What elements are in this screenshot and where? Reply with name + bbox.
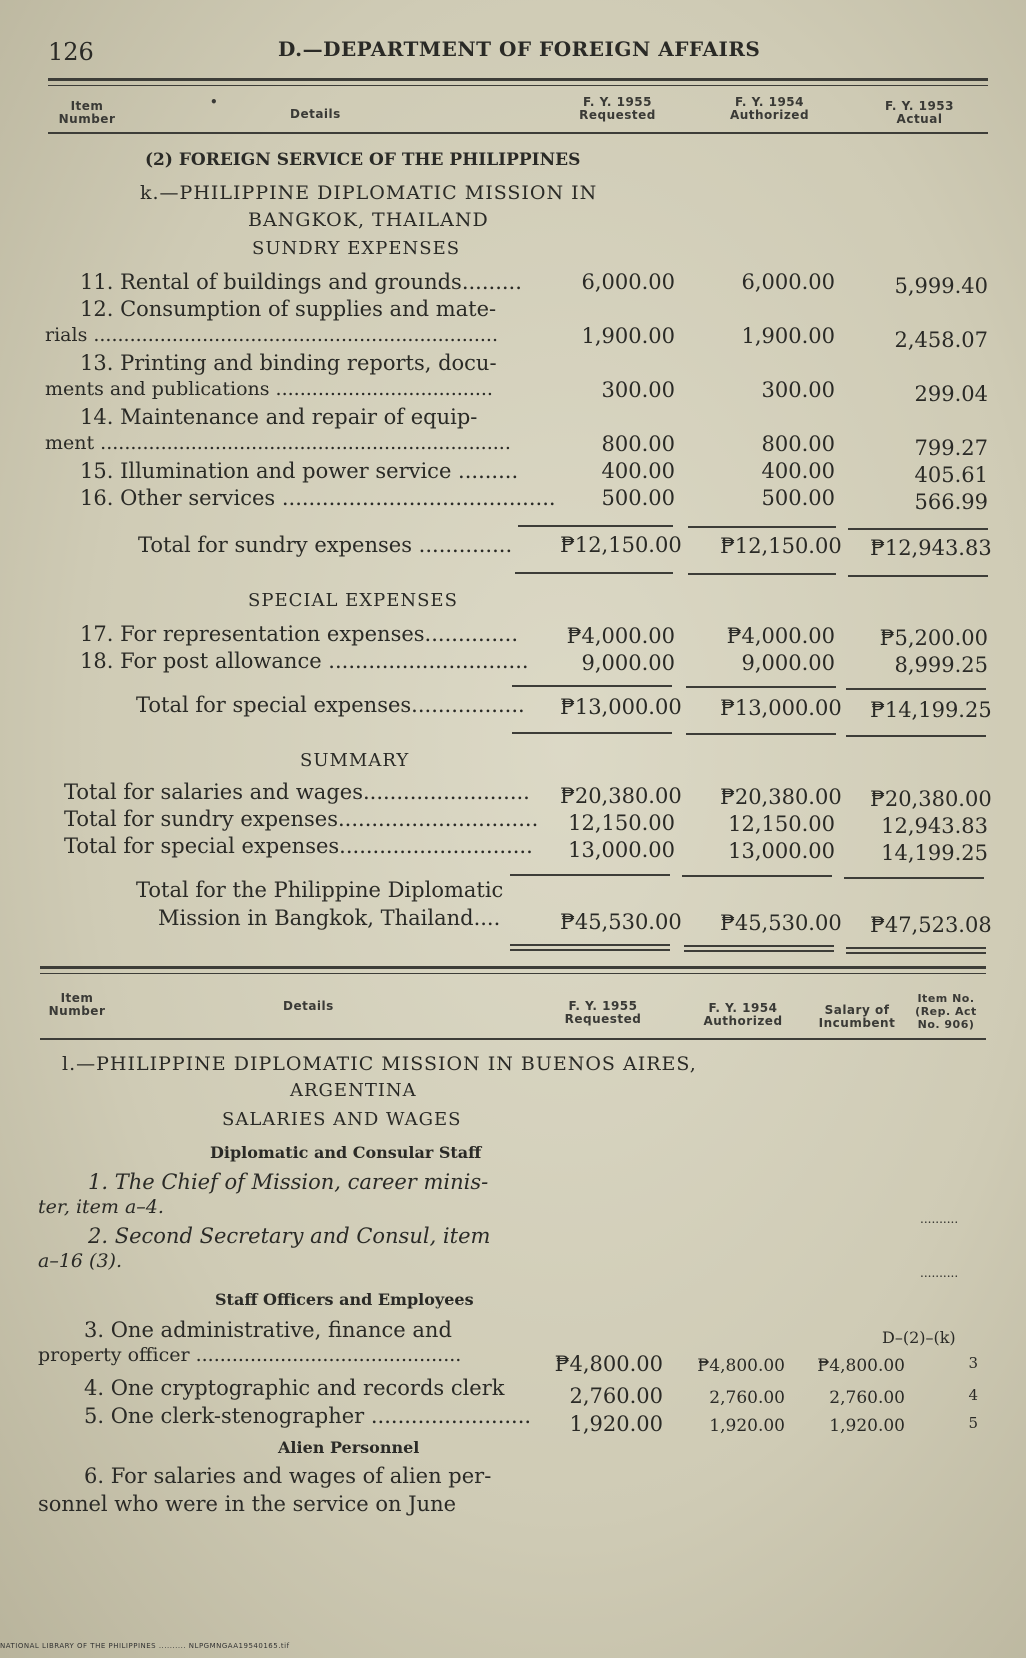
t2-header-item-line1: Item [60, 991, 94, 1005]
staff-3-item-no: 3 [968, 1354, 978, 1372]
summary-special-fy1953: 14,199.25 [881, 841, 988, 865]
staff-5-fy1954: 1,920.00 [709, 1416, 785, 1436]
summary-subtotal-rule-1 [510, 874, 670, 876]
grand-total-double-rule-1a [510, 944, 670, 946]
summary-heading: SUMMARY [300, 750, 410, 771]
mission-title-bangkok-line2: BANGKOK, THAILAND [248, 209, 489, 231]
section-title: (2) FOREIGN SERVICE OF THE PHILIPPINES [145, 150, 581, 170]
sundry-15-fy1955: 400.00 [601, 459, 675, 483]
summary-subtotal-rule-3 [844, 877, 984, 879]
sundry-14-fy1953: 799.27 [914, 436, 988, 460]
t1-header-fy1953-line2: Actual [896, 112, 943, 126]
table2-header-rule [40, 1038, 986, 1040]
special-row-18: 18. For post allowance .............................. [80, 649, 529, 673]
alien-heading: Alien Personnel [278, 1438, 420, 1457]
summary-sundry-fy1955: 12,150.00 [568, 811, 675, 835]
item-2-line2: a–16 (3). [38, 1250, 122, 1272]
sundry-total-label: Total for sundry expenses .............. [138, 533, 513, 557]
sundry-total-fy1955: ₱12,150.00 [560, 533, 682, 557]
item-1-line2: ter, item a–4. [38, 1196, 164, 1218]
sundry-total-rule-3 [848, 575, 988, 577]
staff-4-salary: 2,760.00 [829, 1388, 905, 1408]
sundry-13-fy1954: 300.00 [761, 378, 835, 402]
sundry-12-fy1953: 2,458.07 [894, 328, 988, 352]
sundry-12-fy1955: 1,900.00 [581, 324, 675, 348]
special-total-fy1955: ₱13,000.00 [560, 695, 682, 719]
grand-total-fy1955: ₱45,530.00 [560, 910, 682, 934]
item-2-dots: .......... [920, 1266, 959, 1280]
staff-4-fy1955: 2,760.00 [569, 1384, 663, 1408]
sundry-16-fy1953: 566.99 [914, 490, 988, 514]
ref-code: D–(2)–(k) [882, 1328, 956, 1347]
t2-header-salary-incumbent [812, 1004, 902, 1030]
sundry-16-fy1955: 500.00 [601, 486, 675, 510]
sundry-row-15: 15. Illumination and power service ......... [80, 459, 519, 483]
sundry-total-fy1954: ₱12,150.00 [720, 534, 842, 558]
sundry-subtotal-rule-3 [848, 528, 988, 530]
t2-header-item-no-line1: Item No. [917, 992, 975, 1005]
table1-header-rule [48, 132, 988, 134]
t1-header-bullet: • [210, 95, 219, 109]
staff-4-item-no: 4 [968, 1386, 978, 1404]
sundry-16-fy1954: 500.00 [761, 486, 835, 510]
sundry-13-fy1955: 300.00 [601, 378, 675, 402]
t2-header-item-no-line2: (Rep. Act [915, 1005, 977, 1018]
summary-row-salaries: Total for salaries and wages......................... [64, 780, 530, 804]
table2-top-rule-thin [40, 973, 986, 974]
item-6-line1: 6. For salaries and wages of alien per- [84, 1464, 492, 1488]
staff-5-fy1955: 1,920.00 [569, 1412, 663, 1436]
sundry-row-12-line2: rials ................................................................... [45, 324, 499, 346]
staff-5-item-no: 5 [968, 1414, 978, 1432]
item-6-line2: sonnel who were in the service on June [38, 1492, 457, 1516]
t2-header-details: Details [283, 999, 334, 1013]
summary-sundry-fy1954: 12,150.00 [728, 812, 835, 836]
item-1-dots: .......... [920, 1212, 959, 1226]
sundry-row-13-line2: ments and publications .................................... [45, 378, 493, 400]
grand-total-label-line2: Mission in Bangkok, Thailand.... [158, 906, 501, 930]
sundry-14-fy1955: 800.00 [601, 432, 675, 456]
t1-header-details: Details [290, 107, 341, 121]
sundry-12-fy1954: 1,900.00 [741, 324, 835, 348]
summary-salaries-fy1955: ₱20,380.00 [560, 784, 682, 808]
summary-row-sundry: Total for sundry expenses.............................. [64, 807, 539, 831]
sundry-11-fy1955: 6,000.00 [581, 270, 675, 294]
staff-3-fy1955: ₱4,800.00 [554, 1352, 663, 1376]
special-18-fy1953: 8,999.25 [894, 653, 988, 677]
sundry-subtotal-rule-1 [518, 525, 673, 527]
mission-title-buenos-aires-line1: l.—PHILIPPINE DIPLOMATIC MISSION IN BUENOS AIRES, [62, 1053, 697, 1075]
t1-header-item-line2: Number [58, 112, 116, 126]
sundry-11-fy1953: 5,999.40 [894, 274, 988, 298]
sundry-13-fy1953: 299.04 [914, 382, 988, 406]
t1-header-item-line1: Item [70, 99, 104, 113]
t1-header-fy1955 [560, 96, 675, 122]
staff-row-5: 5. One clerk-stenographer ........................ [84, 1404, 532, 1428]
t2-header-fy1954-line1: F. Y. 1954 [708, 1001, 778, 1015]
grand-total-double-rule-2b [684, 950, 834, 952]
page-title: D.—DEPARTMENT OF FOREIGN AFFAIRS [278, 37, 761, 61]
special-subtotal-rule-2 [686, 686, 836, 688]
archive-footer: NATIONAL LIBRARY OF THE PHILIPPINES .......... NLPGMNGAA19540165.tif [0, 1642, 290, 1650]
special-17-fy1953: ₱5,200.00 [879, 626, 988, 650]
sundry-14-fy1954: 800.00 [761, 432, 835, 456]
t1-header-fy1954-line1: F. Y. 1954 [734, 95, 804, 109]
special-total-rule-2 [686, 733, 836, 735]
t2-header-salary-line2: Incumbent [818, 1016, 896, 1030]
sundry-row-14-line1: 14. Maintenance and repair of equip- [80, 405, 478, 429]
summary-special-fy1954: 13,000.00 [728, 839, 835, 863]
special-heading: SPECIAL EXPENSES [248, 590, 458, 611]
page-number: 126 [48, 38, 94, 66]
t1-header-fy1954-line2: Authorized [729, 108, 810, 122]
special-subtotal-rule-1 [512, 685, 672, 687]
t1-header-fy1954 [712, 96, 827, 122]
summary-salaries-fy1953: ₱20,380.00 [870, 787, 992, 811]
sundry-row-12-line1: 12. Consumption of supplies and mate- [80, 297, 497, 321]
special-17-fy1954: ₱4,000.00 [726, 624, 835, 648]
item-2-line1: 2. Second Secretary and Consul, item [88, 1224, 491, 1248]
special-total-rule-3 [846, 735, 986, 737]
staff-3-fy1954: ₱4,800.00 [697, 1356, 785, 1376]
t1-header-item [52, 100, 122, 126]
sundry-total-rule-2 [688, 573, 836, 575]
sundry-15-fy1954: 400.00 [761, 459, 835, 483]
grand-total-fy1954: ₱45,530.00 [720, 911, 842, 935]
special-18-fy1954: 9,000.00 [741, 651, 835, 675]
special-17-fy1955: ₱4,000.00 [566, 624, 675, 648]
staff-heading: Staff Officers and Employees [215, 1290, 474, 1309]
special-total-fy1954: ₱13,000.00 [720, 696, 842, 720]
grand-total-label-line1: Total for the Philippine Diplomatic [136, 878, 504, 902]
sundry-row-14-line2: ment .................................................................... [45, 432, 511, 454]
staff-row-4: 4. One cryptographic and records clerk [84, 1376, 505, 1400]
sundry-row-11: 11. Rental of buildings and grounds......... [80, 270, 522, 294]
grand-total-double-rule-3a [846, 947, 986, 949]
diplomatic-staff-heading: Diplomatic and Consular Staff [210, 1143, 482, 1162]
summary-sundry-fy1953: 12,943.83 [881, 814, 988, 838]
grand-total-double-rule-3b [846, 952, 986, 954]
summary-special-fy1955: 13,000.00 [568, 838, 675, 862]
sundry-row-13-line1: 13. Printing and binding reports, docu- [80, 351, 497, 375]
t2-header-item-no [906, 992, 986, 1031]
sundry-heading: SUNDRY EXPENSES [252, 238, 461, 259]
sundry-row-16: 16. Other services ......................................... [80, 486, 556, 510]
special-total-label: Total for special expenses................. [136, 693, 525, 717]
sundry-total-fy1953: ₱12,943.83 [870, 536, 992, 560]
staff-3-salary: ₱4,800.00 [817, 1356, 905, 1376]
staff-row-3-line1: 3. One administrative, finance and [84, 1318, 452, 1342]
t2-header-item-line2: Number [48, 1004, 106, 1018]
staff-row-3-line2: property officer ............................................ [38, 1344, 462, 1366]
grand-total-double-rule-2a [684, 945, 834, 947]
t2-header-fy1955-line1: F. Y. 1955 [568, 999, 638, 1013]
staff-5-salary: 1,920.00 [829, 1416, 905, 1436]
t2-header-item-no-line3: No. 906) [917, 1018, 975, 1031]
special-subtotal-rule-3 [846, 688, 986, 690]
special-row-17: 17. For representation expenses.............. [80, 622, 519, 646]
mission-title-buenos-aires-line2: ARGENTINA [290, 1080, 417, 1101]
table2-top-rule [40, 966, 986, 969]
table1-top-rule-thin [48, 85, 988, 86]
t1-header-fy1955-line2: Requested [579, 108, 656, 122]
t2-header-fy1955 [548, 1000, 658, 1026]
t2-header-fy1954-line2: Authorized [703, 1014, 783, 1028]
item-1-line1: 1. The Chief of Mission, career minis- [88, 1170, 489, 1194]
mission-title-bangkok-line1: k.—PHILIPPINE DIPLOMATIC MISSION IN [140, 182, 598, 204]
sundry-subtotal-rule-2 [688, 526, 836, 528]
summary-subtotal-rule-2 [682, 875, 832, 877]
grand-total-fy1953: ₱47,523.08 [870, 913, 992, 937]
salaries-heading: SALARIES AND WAGES [222, 1109, 462, 1130]
t2-header-fy1954 [688, 1002, 798, 1028]
sundry-total-rule-1 [515, 572, 673, 574]
t1-header-fy1953-line1: F. Y. 1953 [884, 99, 954, 113]
t1-header-fy1953 [862, 100, 977, 126]
special-total-rule-1 [512, 732, 672, 734]
t2-header-fy1955-line2: Requested [564, 1012, 642, 1026]
special-total-fy1953: ₱14,199.25 [870, 698, 992, 722]
table1-top-rule [48, 78, 988, 81]
t2-header-salary-line1: Salary of [824, 1003, 890, 1017]
t1-header-fy1955-line1: F. Y. 1955 [582, 95, 652, 109]
sundry-11-fy1954: 6,000.00 [741, 270, 835, 294]
summary-row-special: Total for special expenses............................. [64, 834, 533, 858]
summary-salaries-fy1954: ₱20,380.00 [720, 785, 842, 809]
t2-header-item [42, 992, 112, 1018]
staff-4-fy1954: 2,760.00 [709, 1388, 785, 1408]
sundry-15-fy1953: 405.61 [914, 463, 988, 487]
grand-total-double-rule-1b [510, 949, 670, 951]
special-18-fy1955: 9,000.00 [581, 651, 675, 675]
